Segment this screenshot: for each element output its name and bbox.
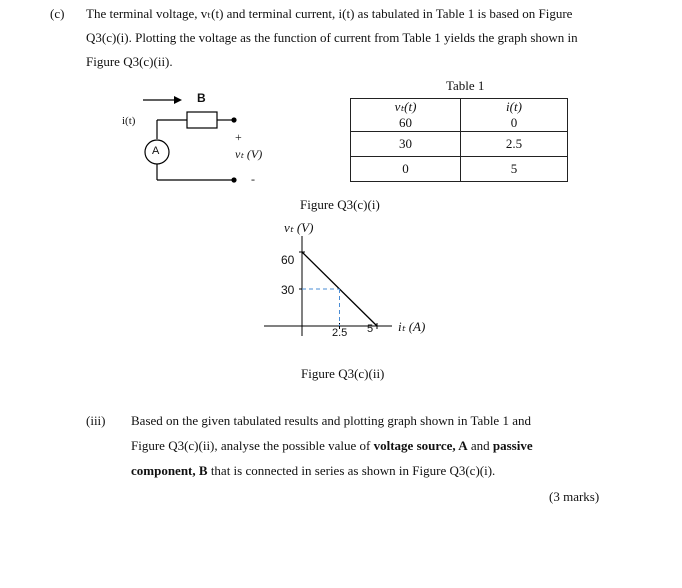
line2-bold-passive: passive [492, 438, 533, 453]
component-b-label: B [197, 91, 206, 105]
chart-xlabel: iₜ (A) [398, 319, 426, 334]
y-tick-label-60: 60 [281, 253, 295, 267]
chart-ylabel: vₜ (V) [284, 220, 314, 235]
subquestion-line-3 [131, 463, 495, 479]
line3-bold-component: component, B [131, 463, 208, 478]
intro-line-2: Q3(c)(i). Plotting the voltage as the function of current from Table 1 yields the graph shown in [86, 30, 578, 45]
table-title: Table 1 [446, 78, 485, 93]
figure-ii-caption: Figure Q3(c)(ii) [301, 366, 385, 381]
intro-line-1: The terminal voltage, vₜ(t) and terminal current, i(t) as tabulated in Table 1 is based on Figure [86, 6, 573, 21]
source-a-label: A [152, 145, 160, 157]
line2-bold-source: voltage source, A [373, 438, 468, 453]
header-it: i(t) [506, 99, 522, 114]
x-tick-label-2.5: 2.5 [332, 327, 348, 339]
figure-i-caption: Figure Q3(c)(i) [300, 197, 380, 212]
y-tick-label-30: 30 [281, 283, 295, 297]
cell-v-2: 0 [351, 157, 461, 182]
cell-i-2: 5 [461, 157, 568, 182]
marks-label: (3 marks) [549, 489, 600, 504]
part-label: (c) [50, 6, 65, 21]
plus-sign: + [235, 130, 242, 144]
cell-i-0: 0 [510, 115, 518, 130]
cell-v-0: 60 [399, 115, 412, 130]
line3-text: that is connected in series as shown in Figure Q3(c)(i). [207, 463, 496, 478]
subquestion-line-1: Based on the given tabulated results and plotting graph shown in Table 1 and [131, 413, 531, 428]
subquestion-line-2 [131, 438, 533, 454]
header-vt: vₜ(t) [394, 99, 417, 114]
subquestion-label: (iii) [86, 413, 106, 428]
line2-text-b: and [467, 438, 493, 453]
minus-sign: - [251, 172, 255, 186]
current-label: i(t) [122, 115, 136, 127]
intro-line-3: Figure Q3(c)(ii). [86, 54, 173, 69]
line2-text-a: Figure Q3(c)(ii), analyse the possible value of [131, 438, 374, 453]
voltage-label: vₜ (V) [235, 147, 263, 161]
x-tick-label-5: 5 [367, 323, 374, 335]
cell-v-1: 30 [351, 132, 461, 157]
cell-i-1: 2.5 [461, 132, 568, 157]
